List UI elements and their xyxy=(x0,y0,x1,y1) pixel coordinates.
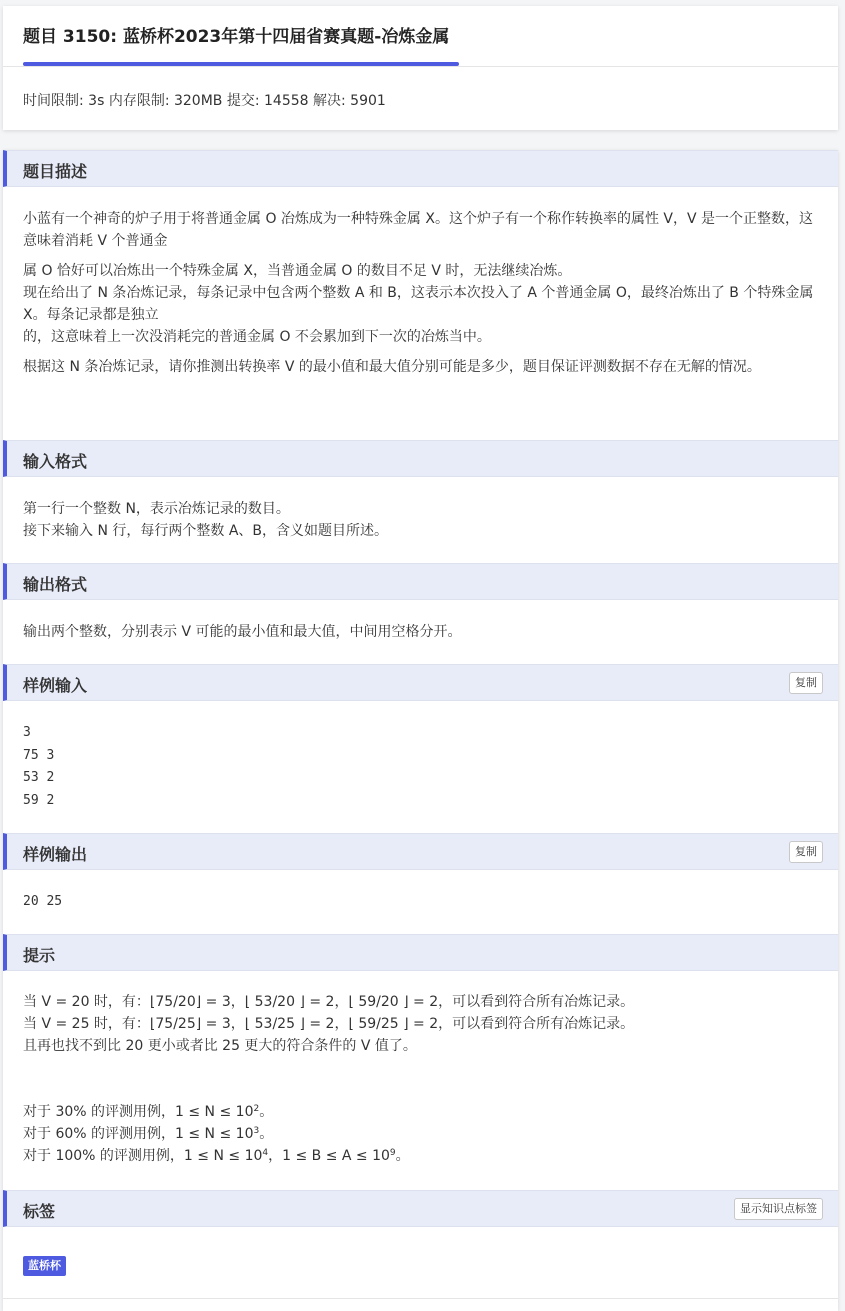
output-format-header xyxy=(3,563,838,600)
tags-header xyxy=(3,1190,838,1227)
hint-header xyxy=(3,934,838,971)
description-body xyxy=(23,208,823,378)
description-paragraph: 根据这 N 条冶炼记录，请你推测出转换率 V 的最小值和最大值分别可能是多少，题目保证评测数据不存在无解的情况。 xyxy=(23,359,761,375)
section-title: 题目描述 xyxy=(23,162,88,181)
section-title: 输出格式 xyxy=(23,575,88,594)
sample-output-header xyxy=(3,833,838,870)
description-paragraph: 属 O 恰好可以冶炼出一个特殊金属 X，当普通金属 O 的数目不足 V 时，无法继续冶炼。 现在给出了 N 条冶炼记录，每条记录中包含两个整数 A 和 B，这表示本次投入了 A 个普通金属 O，最终冶炼出了 B 个特殊金属 X。每条记录都是独立 的，这意味着上一次没消耗完的普通金属 O 不会累加到下一次的冶炼当中。 xyxy=(23,263,814,345)
constraint-line: 对于 100% 的评测用例，$1 \le N \le 10^4$，$1 \le B \le A \le 10^9$。 xyxy=(23,1148,410,1164)
tag-badge[interactable]: 蓝桥杯 xyxy=(23,1256,66,1276)
title-row xyxy=(3,6,838,67)
input-format-line: 第一行一个整数 N，表示冶炼记录的数目。 xyxy=(23,501,290,517)
input-format-header xyxy=(3,440,838,477)
problem-content-card xyxy=(3,150,838,1311)
hint-line: 当 V = 25 时，有：⌊75/25⌋ = 3，⌊ 53/25 ⌋ = 2，⌊ 59/25 ⌋ = 2，可以看到符合所有冶炼记录。 xyxy=(23,1016,635,1032)
divider xyxy=(3,1298,838,1299)
input-format-line: 接下来输入 N 行，每行两个整数 A、B，含义如题目所述。 xyxy=(23,523,389,539)
copy-sample-input-button[interactable]: 复制 xyxy=(789,672,823,694)
constraint-line: 对于 30% 的评测用例，$1 \le N \le 10^2$。 xyxy=(23,1104,274,1120)
sample-input-content: 3 75 3 53 2 59 2 xyxy=(23,725,55,808)
output-format-text: 输出两个整数，分别表示 V 可能的最小值和最大值，中间用空格分开。 xyxy=(23,624,462,640)
hint-body xyxy=(23,991,823,1167)
description-paragraph: 小蓝有一个神奇的炉子用于将普通金属 O 冶炼成为一种特殊金属 X。这个炉子有一个称作转换率的属性 V，V 是一个正整数，这意味着消耗 V 个普通金 xyxy=(23,211,814,249)
section-title: 标签 xyxy=(23,1202,56,1221)
section-title: 样例输出 xyxy=(23,845,88,864)
section-title: 提示 xyxy=(23,946,56,965)
problem-limits: 时间限制: 3s 内存限制: 320MB 提交: 14558 解决: 5901 xyxy=(23,93,386,109)
title-underline xyxy=(23,62,459,66)
output-format-body xyxy=(23,621,823,643)
description-header xyxy=(3,150,838,187)
problem-info-card xyxy=(3,6,838,130)
input-format-body xyxy=(23,498,823,542)
constraint-line: 对于 60% 的评测用例，$1 \le N \le 10^3$。 xyxy=(23,1126,274,1142)
copy-sample-output-button[interactable]: 复制 xyxy=(789,841,823,863)
section-title: 输入格式 xyxy=(23,452,88,471)
show-knowledge-tags-button[interactable]: 显示知识点标签 xyxy=(734,1198,823,1220)
section-title: 样例输入 xyxy=(23,676,88,695)
page-title: 题目 3150: 蓝桥杯2023年第十四届省赛真题-冶炼金属 xyxy=(23,27,450,47)
sample-input-header xyxy=(3,664,838,701)
hint-line: 当 V = 20 时，有：⌊75/20⌋ = 3，⌊ 53/20 ⌋ = 2，⌊ 59/20 ⌋ = 2，可以看到符合所有冶炼记录。 xyxy=(23,994,635,1010)
sample-output-content: 20 25 xyxy=(23,894,63,909)
hint-line: 且再也找不到比 20 更小或者比 25 更大的符合条件的 V 值了。 xyxy=(23,1038,417,1054)
